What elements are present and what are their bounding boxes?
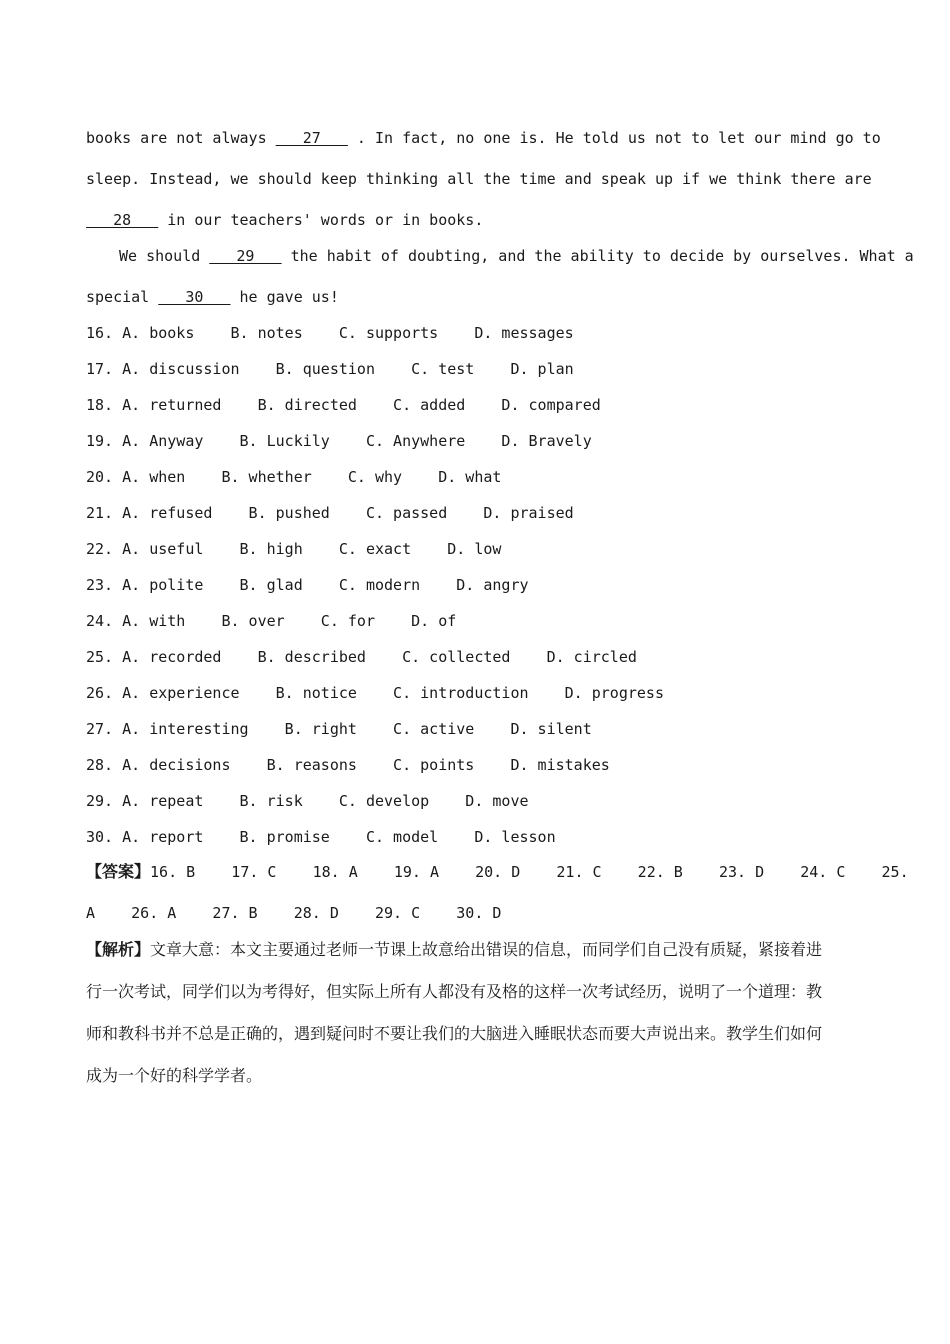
- passage-text: he gave us!: [230, 288, 339, 306]
- answer-line-1: [86, 862, 909, 882]
- passage-text: special: [86, 288, 159, 306]
- analysis-label: 【解析】: [86, 940, 151, 959]
- blank-27: 27: [275, 129, 348, 147]
- answer-label: 【答案】: [86, 862, 151, 881]
- question-22: 22. A. useful B. high C. exact D. low: [86, 540, 502, 558]
- blank-29: 29: [209, 247, 282, 265]
- question-29: 29. A. repeat B. risk C. develop D. move: [86, 792, 529, 810]
- question-18: 18. A. returned B. directed C. added D. compared: [86, 396, 601, 414]
- question-16: 16. A. books B. notes C. supports D. messages: [86, 324, 574, 342]
- question-28: 28. A. decisions B. reasons C. points D. mistakes: [86, 756, 610, 774]
- passage-line-5: [86, 287, 339, 307]
- question-21: 21. A. refused B. pushed C. passed D. praised: [86, 504, 574, 522]
- blank-28: 28: [86, 211, 159, 229]
- analysis-line-3: 师和教科书并不总是正确的，遇到疑问时不要让我们的大脑进入睡眠状态而要大声说出来。教学生们如何: [86, 1024, 823, 1043]
- question-23: 23. A. polite B. glad C. modern D. angry: [86, 576, 529, 594]
- analysis-text: 文章大意：本文主要通过老师一节课上故意给出错误的信息，而同学们自己没有质疑，紧接着进: [150, 940, 823, 959]
- question-24: 24. A. with B. over C. for D. of: [86, 612, 457, 630]
- passage-line-4: [119, 246, 914, 266]
- passage-text: the habit of doubting, and the ability to decide by ourselves. What a: [281, 247, 914, 265]
- passage-line-2: sleep. Instead, we should keep thinking all the time and speak up if we think there are: [86, 170, 872, 188]
- passage-text: We should: [119, 247, 210, 265]
- blank-30: 30: [158, 288, 231, 306]
- analysis-line-2: 行一次考试，同学们以为考得好，但实际上所有人都没有及格的这样一次考试经历，说明了一个道理：教: [86, 982, 823, 1001]
- passage-text: . In fact, no one is. He told us not to let our mind go to: [347, 129, 881, 147]
- passage-text: books are not always: [86, 129, 276, 147]
- question-19: 19. A. Anyway B. Luckily C. Anywhere D. Bravely: [86, 432, 592, 450]
- question-25: 25. A. recorded B. described C. collected D. circled: [86, 648, 637, 666]
- answer-values: 16. B 17. C 18. A 19. A 20. D 21. C 22. B 23. D 24. C 25.: [150, 863, 909, 881]
- question-20: 20. A. when B. whether C. why D. what: [86, 468, 502, 486]
- passage-text: in our teachers' words or in books.: [158, 211, 484, 229]
- question-26: 26. A. experience B. notice C. introduction D. progress: [86, 684, 664, 702]
- analysis-line-4: 成为一个好的科学学者。: [86, 1066, 263, 1085]
- passage-line-3: [86, 210, 483, 230]
- question-27: 27. A. interesting B. right C. active D. silent: [86, 720, 592, 738]
- answer-line-2: A 26. A 27. B 28. D 29. C 30. D: [86, 904, 502, 922]
- passage-line-1: [86, 128, 881, 148]
- question-17: 17. A. discussion B. question C. test D. plan: [86, 360, 574, 378]
- question-30: 30. A. report B. promise C. model D. lesson: [86, 828, 556, 846]
- analysis-line-1: [86, 940, 822, 960]
